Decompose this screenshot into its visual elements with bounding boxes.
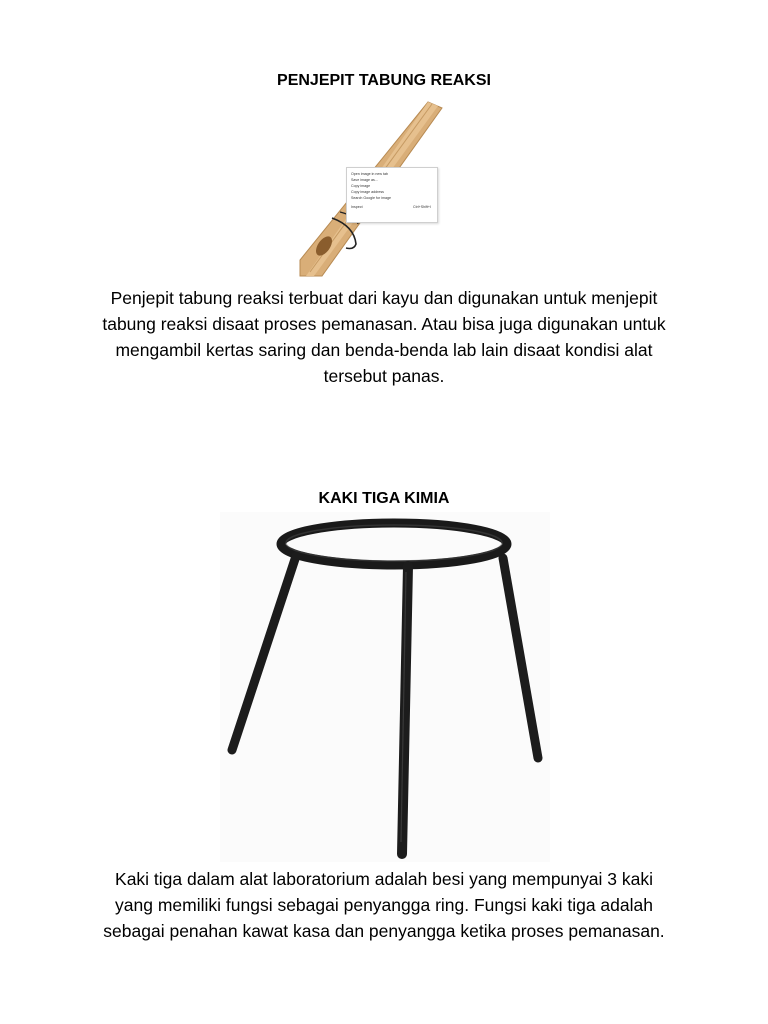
context-menu-item[interactable]: Search Google for image — [351, 196, 391, 200]
paragraph-penjepit — [70, 285, 698, 389]
paragraph-line: yang memiliki fungsi sebagai penyangga ring. Fungsi kaki tiga adalah — [115, 895, 653, 915]
tripod-stand-image — [220, 512, 550, 862]
section-title-penjepit: PENJEPIT TABUNG REAKSI — [277, 72, 491, 89]
context-menu-item[interactable]: Copy image address — [351, 190, 384, 194]
paragraph-line: tabung reaksi disaat proses pemanasan. Atau bisa juga digunakan untuk — [102, 314, 666, 334]
paragraph-line: Kaki tiga dalam alat laboratorium adalah besi yang mempunyai 3 kaki — [115, 869, 653, 889]
inspect-label: Inspect — [351, 205, 363, 209]
context-menu-inspect[interactable] — [351, 204, 437, 210]
section-title-kaki-tiga: KAKI TIGA KIMIA — [318, 490, 450, 507]
context-menu-item[interactable]: Copy image — [351, 184, 371, 188]
context-menu-item[interactable]: Open image in new tab — [351, 172, 388, 176]
inspect-shortcut: Ctrl+Shift+I — [413, 205, 431, 209]
paragraph-kaki-tiga — [70, 866, 698, 944]
paragraph-line: mengambil kertas saring dan benda-benda lab lain disaat kondisi alat — [115, 340, 653, 360]
context-menu[interactable] — [346, 167, 438, 223]
paragraph-line: tersebut panas. — [323, 366, 445, 386]
context-menu-item[interactable]: Save image as... — [351, 178, 378, 182]
paragraph-line: Penjepit tabung reaksi terbuat dari kayu dan digunakan untuk menjepit — [110, 288, 658, 308]
paragraph-line: sebagai penahan kawat kasa dan penyangga ketika proses pemanasan. — [103, 921, 665, 941]
